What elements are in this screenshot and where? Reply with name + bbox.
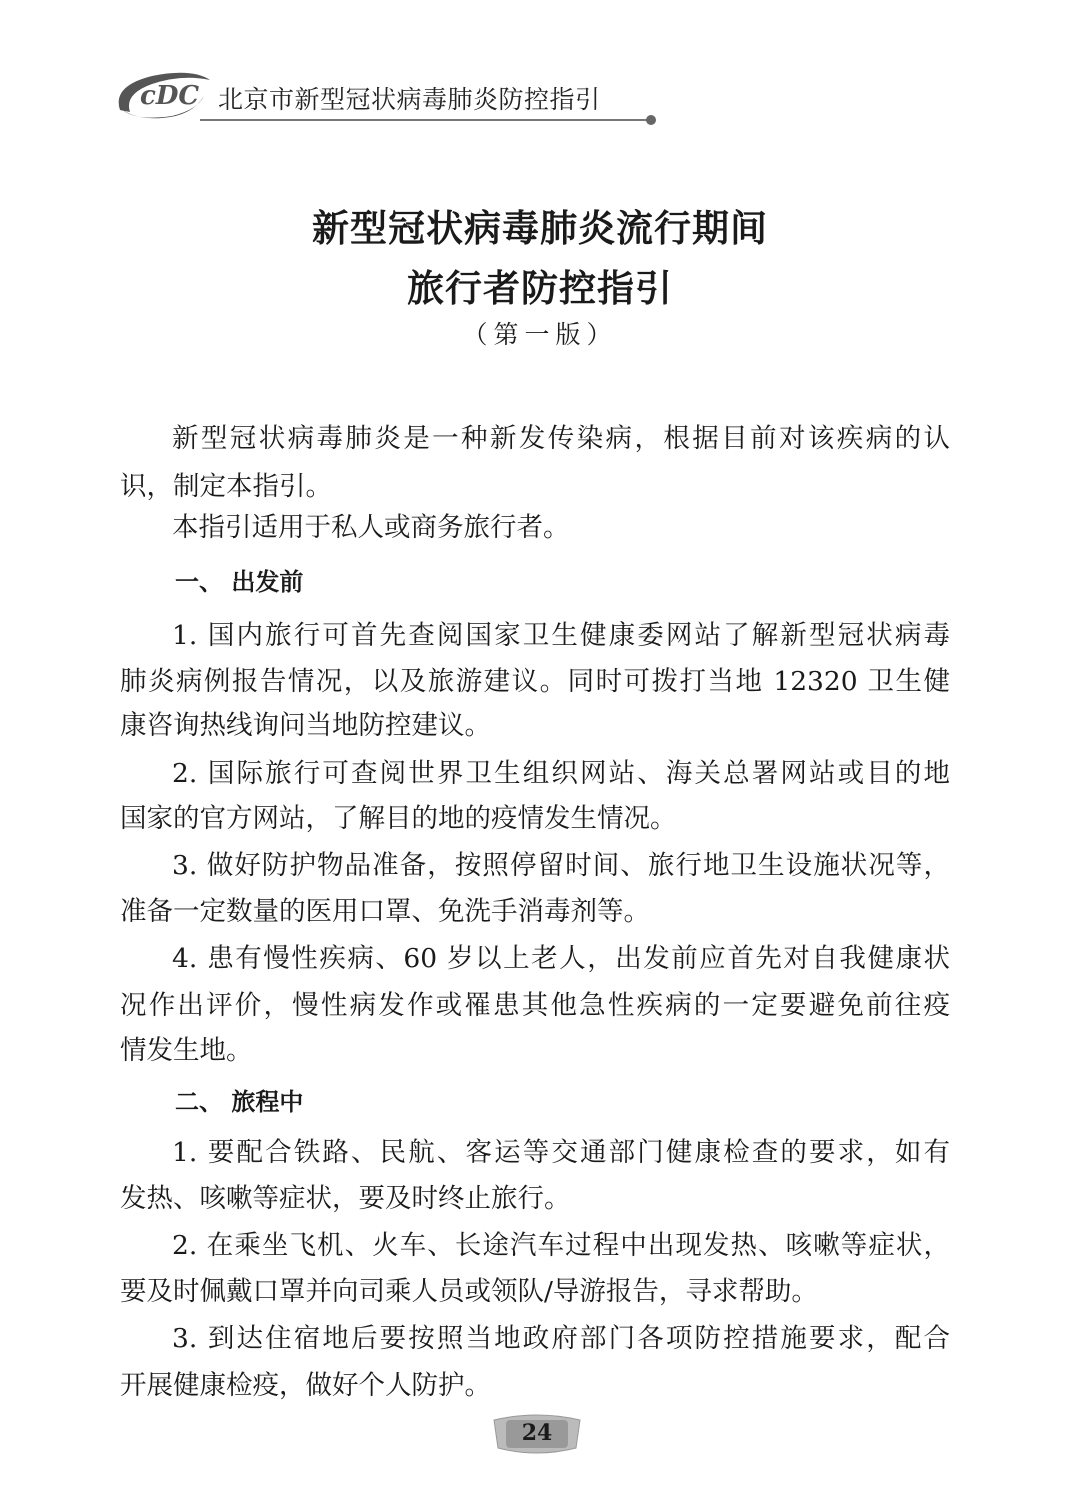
paragraph-line: 识，制定本指引。 — [120, 471, 332, 502]
paragraph-line: 3. 到达住宿地后要按照当地政府部门各项防控措施要求，配合 — [172, 1323, 950, 1354]
paragraph-line: 康咨询热线询问当地防控建议。 — [120, 710, 491, 741]
header-divider — [200, 119, 650, 121]
svg-text:cDC: cDC — [140, 81, 200, 111]
document-title-line-2: 旅行者防控指引 — [407, 266, 673, 310]
paragraph-line: 2. 在乘坐飞机、火车、长途汽车过程中出现发热、咳嗽等症状， — [172, 1230, 950, 1261]
paragraph-line: 开展健康检疫，做好个人防护。 — [120, 1370, 491, 1401]
paragraph-line: 国家的官方网站，了解目的地的疫情发生情况。 — [120, 803, 677, 834]
paragraph-line: 本指引适用于私人或商务旅行者。 — [172, 512, 570, 543]
paragraph-line: 新型冠状病毒肺炎是一种新发传染病，根据目前对该疾病的认 — [172, 423, 950, 454]
document-title-line-1: 新型冠状病毒肺炎流行期间 — [312, 206, 768, 250]
page-number: 24 — [521, 1420, 553, 1446]
paragraph-line: 要及时佩戴口罩并向司乘人员或领队/导游报告，寻求帮助。 — [120, 1276, 818, 1307]
paragraph-line: 情发生地。 — [120, 1035, 253, 1066]
paragraph-line: 况作出评价，慢性病发作或罹患其他急性疾病的一定要避免前往疫 — [120, 990, 950, 1021]
header-divider-dot — [646, 115, 656, 125]
paragraph-line: 1. 国内旅行可首先查阅国家卫生健康委网站了解新型冠状病毒 — [172, 620, 950, 651]
paragraph-line: 准备一定数量的医用口罩、免洗手消毒剂等。 — [120, 896, 650, 927]
edition-label: （第一版） — [462, 320, 618, 349]
paragraph-line: 2. 国际旅行可查阅世界卫生组织网站、海关总署网站或目的地 — [172, 758, 950, 789]
paragraph-line: 4. 患有慢性疾病、60 岁以上老人，出发前应首先对自我健康状 — [172, 943, 950, 974]
paragraph-line: 3. 做好防护物品准备，按照停留时间、旅行地卫生设施状况等， — [172, 850, 950, 881]
page-number-badge — [490, 1414, 584, 1454]
cdc-logo — [112, 66, 212, 126]
header-title: 北京市新型冠状病毒肺炎防控指引 — [218, 85, 601, 114]
paragraph-line: 1. 要配合铁路、民航、客运等交通部门健康检查的要求，如有 — [172, 1137, 950, 1168]
paragraph-line: 肺炎病例报告情况，以及旅游建议。同时可拨打当地 12320 卫生健 — [120, 666, 950, 697]
section-heading: 一、 出发前 — [175, 568, 304, 596]
paragraph-line: 发热、咳嗽等症状，要及时终止旅行。 — [120, 1183, 571, 1214]
section-heading: 二、 旅程中 — [175, 1088, 304, 1116]
